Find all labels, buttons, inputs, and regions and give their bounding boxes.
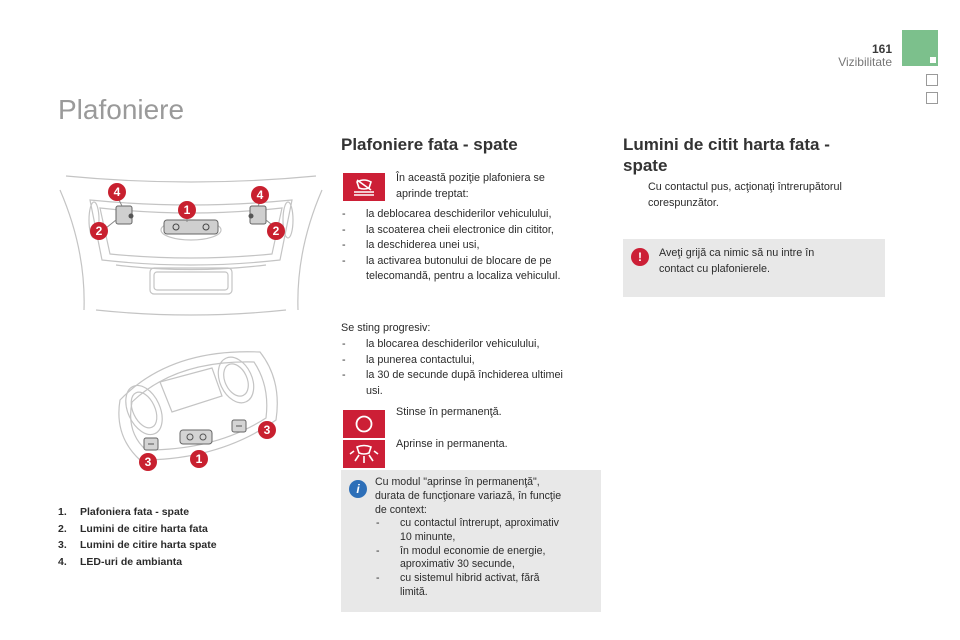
- list-item: - la 30 de secunde după închiderea ultimei usi.: [341, 368, 601, 399]
- callout-4-left: [108, 183, 126, 201]
- page-section-title: Vizibilitate: [838, 55, 892, 69]
- list-item: - cu sistemul hibrid activat, fără limită.: [375, 572, 597, 600]
- map-lights-instruction: Cu contactul pus, acţionaţi întrerupătorul corespunzător.: [648, 181, 842, 209]
- page-number: 161: [871, 42, 892, 56]
- rear-ceiling-console-illustration: [100, 340, 290, 490]
- list-item: - la deschiderea unei usi,: [341, 238, 601, 254]
- on-mode-text: Aprinse in permanenta.: [396, 438, 508, 450]
- permanent-on-icon: [343, 440, 385, 468]
- legend-item: 4. LED-uri de ambianta: [58, 555, 183, 568]
- page-title: Plafoniere: [58, 94, 185, 125]
- section-tab-active[interactable]: [902, 30, 938, 66]
- warning-note-text: Aveţi grijă ca nimic să nu intre în contact cu plafonierele.: [659, 247, 815, 275]
- front-ceiling-console-illustration: [56, 170, 326, 320]
- map-reading-lights-heading: Lumini de citit harta fata - spate: [623, 135, 830, 175]
- legend-item: 1. Plafoniera fata - spate: [58, 506, 190, 518]
- section-tab[interactable]: [926, 74, 938, 86]
- info-note-text: Cu modul "aprinse în permanenţă", durata de funcţionare variază, în funcţie de context:: [375, 476, 562, 516]
- legend-item: 2. Lumini de citire harta fata: [58, 522, 208, 535]
- svg-text:1: 1: [183, 203, 191, 217]
- svg-text:1: 1: [195, 452, 203, 466]
- section-tab[interactable]: [926, 92, 938, 104]
- svg-text:4: 4: [256, 188, 264, 202]
- callout-1-bottom: [190, 450, 208, 468]
- svg-text:4: 4: [113, 185, 121, 199]
- lights-off-conditions: [341, 337, 601, 399]
- off-mode-text: Stinse în permanenţă.: [396, 406, 502, 418]
- svg-text:3: 3: [144, 455, 152, 469]
- svg-text:3: 3: [263, 423, 271, 437]
- svg-text:2: 2: [272, 224, 280, 238]
- info-icon: i: [349, 480, 367, 498]
- info-note-list: [375, 517, 597, 600]
- callout-4-right: [251, 186, 269, 204]
- info-note: [341, 470, 601, 612]
- lights-off-intro: Se sting progresiv:: [341, 322, 431, 334]
- list-item: - la scoaterea cheii electronice din cititor,: [341, 223, 601, 239]
- component-legend: [58, 504, 318, 570]
- list-item: - cu contactul întrerupt, aproximativ 10 minunte,: [375, 517, 597, 545]
- callout-2-left: [90, 222, 108, 240]
- front-rear-lights-heading: Plafoniere fata - spate: [341, 135, 518, 154]
- callout-1-top: [178, 201, 196, 219]
- legend-item: 3. Lumini de citire harta spate: [58, 539, 217, 551]
- warning-icon: !: [631, 248, 649, 266]
- door-mode-icon: [343, 173, 385, 201]
- list-item: - în modul economie de energie, aproximativ 30 secunde,: [375, 545, 597, 573]
- list-item: - la activarea butonului de blocare de pe telecomandă, pentru a localiza vehiculul.: [341, 254, 601, 285]
- list-item: - la deblocarea deschiderilor vehiculului,: [341, 207, 601, 223]
- off-mode-icon: [343, 410, 385, 438]
- list-item: - la blocarea deschiderilor vehiculului,: [341, 337, 601, 353]
- callout-3-right: [258, 421, 276, 439]
- callout-3-left: [139, 453, 157, 471]
- warning-note: [623, 239, 885, 297]
- lights-on-conditions: [341, 207, 601, 285]
- callout-2-right: [267, 222, 285, 240]
- svg-text:2: 2: [95, 224, 103, 238]
- list-item: - la punerea contactului,: [341, 353, 601, 369]
- door-mode-text: În această poziţie plafoniera se aprinde treptat:: [396, 172, 545, 200]
